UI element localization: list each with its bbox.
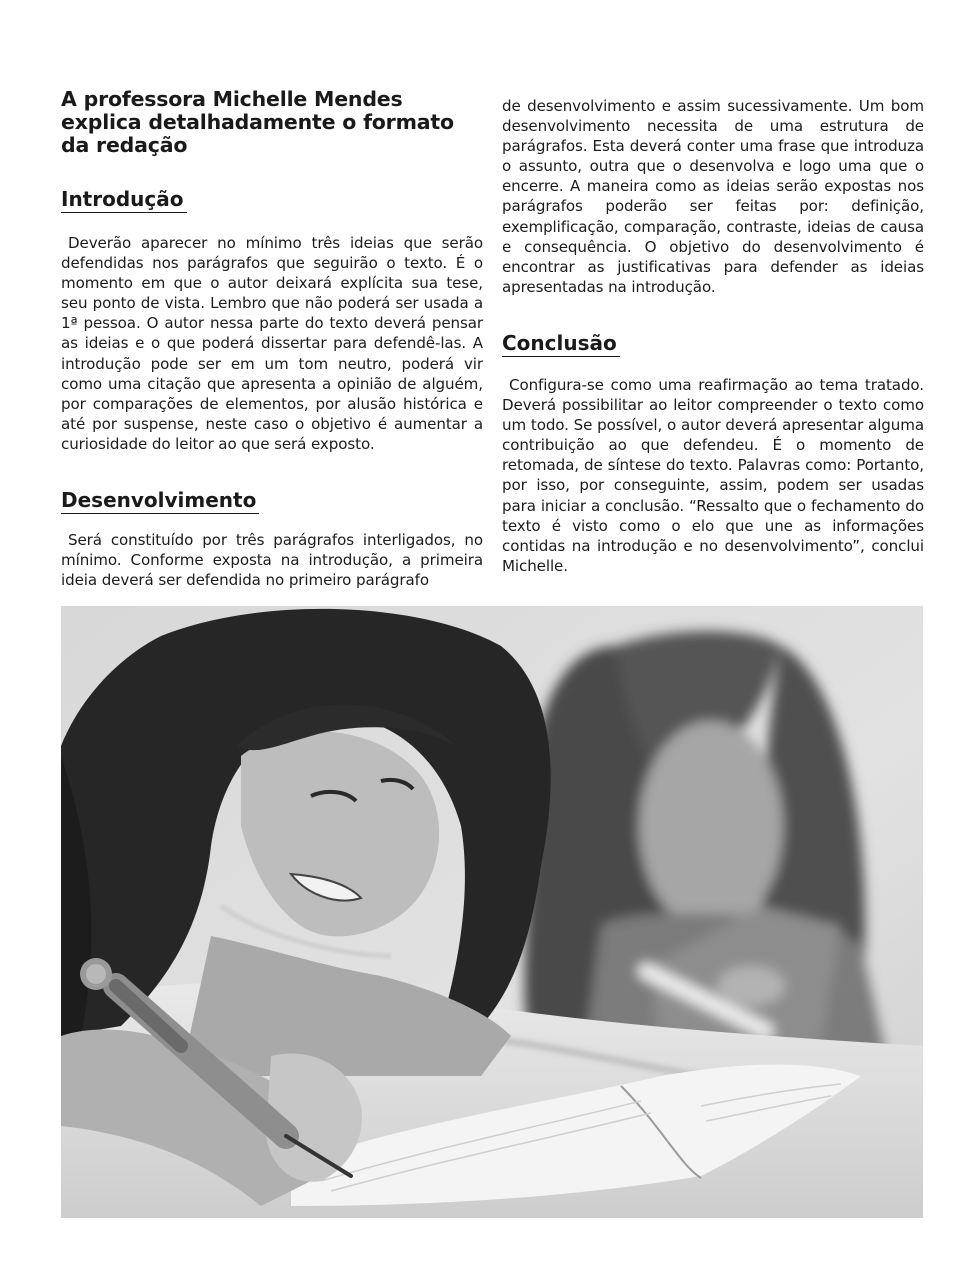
paragraph-desenvolvimento-continued: de desenvolvimento e assim sucessivamente. Um bom desenvolvimento necessita de uma estrutura de parágrafos. Esta deverá conter uma frase que introduza o assunto, outra que o desenvolva e logo uma que o encerre. A maneira como as ideias serão expostas nos parágrafos poderão ser feitas por: definição, exemplificação, comparação, contraste, ideias de causa e consequência. O objetivo do desenvolvimento é encontrar as justificativas para defender as ideias apresentadas na introdução.: [502, 97, 924, 296]
section-heading-desenvolvimento: Desenvolvimento: [61, 488, 259, 514]
section-heading-conclusao: Conclusão: [502, 331, 620, 357]
paragraph-introducao: Deverão aparecer no mínimo três ideias que serão defendidas nos parágrafos que seguirão o texto. É o momento em que o autor deixará explícita sua tese, seu ponto de vista. Lembro que não poderá ser usada a 1ª pessoa. O autor nessa parte do texto deverá pensar as ideias e o que poderá dissertar para defendê-las. A introdução pode ser em um tom neutro, poderá vir como uma citação que apresenta a opinião de alguém, por comparações de elementos, por alusão histórica e até por suspense, neste caso o objetivo é aumentar a curiosidade do leitor ao que será exposto.: [61, 234, 483, 453]
paragraph-desenvolvimento: Será constituído por três parágrafos interligados, no mínimo. Conforme exposta na introdução, a primeira ideia deverá ser defendida no primeiro parágrafo: [61, 531, 483, 590]
paragraph-conclusao: Configura-se como uma reafirmação ao tema tratado. Deverá possibilitar ao leitor compreender o texto como um todo. Se possível, o autor deverá apresentar alguma contribuição ao que defendeu. É o momento de retomada, de síntese do texto. Palavras como: Portanto, por isso, por conseguinte, assim, podem ser usadas para iniciar a conclusão. “Ressalto que o fechamento do texto é visto como o elo que une as informações contidas na introdução e no desenvolvimento”, conclui Michelle.: [502, 375, 924, 575]
right-column: [502, 96, 924, 576]
students-studying-photo: [61, 606, 923, 1218]
photo-illustration: [61, 606, 923, 1218]
article-lead-heading: A professora Michelle Mendes explica detalhadamente o formato da redação: [61, 87, 454, 157]
section-heading-introducao: Introdução: [61, 187, 187, 213]
left-column: [61, 88, 483, 590]
